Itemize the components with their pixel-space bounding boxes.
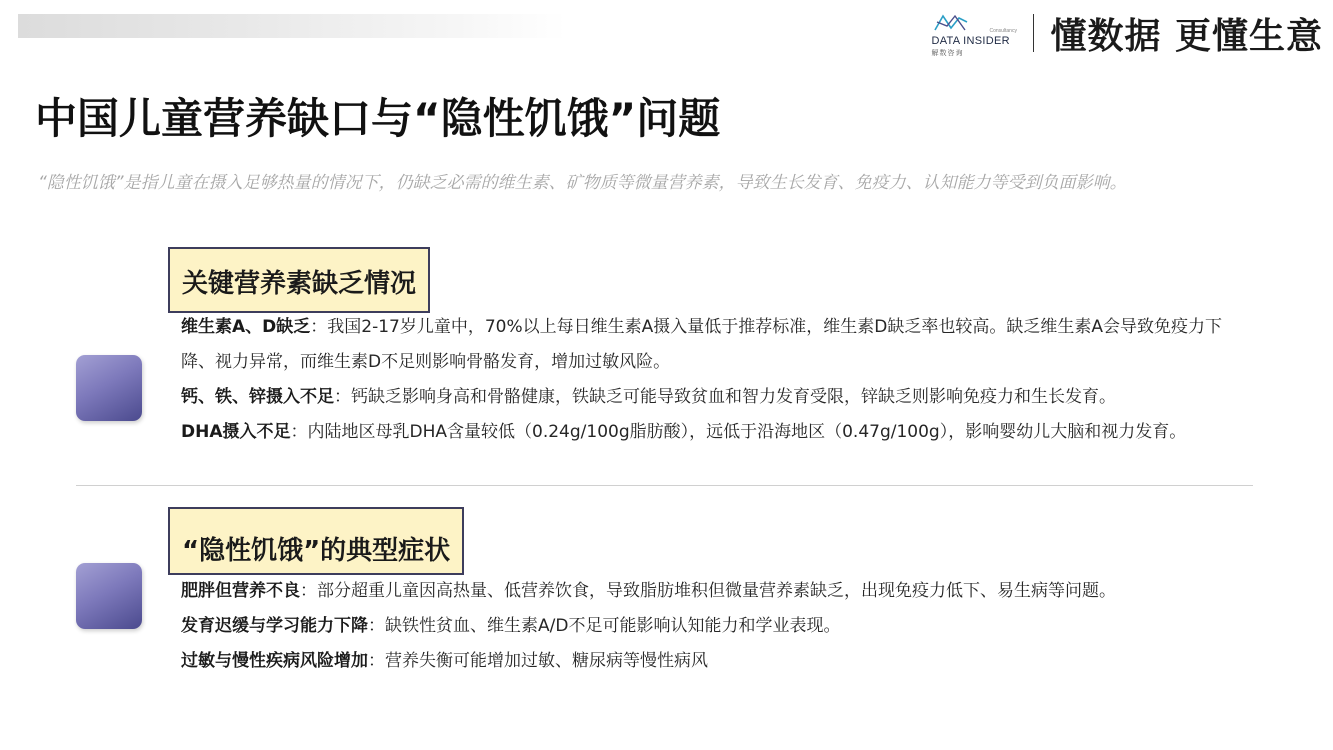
logo-mark-icon xyxy=(933,12,969,34)
section-1-item-2 xyxy=(181,380,1253,415)
item-term: 过敏与慢性疾病风险增加 xyxy=(181,651,368,671)
item-text: ：营养失衡可能增加过敏、糖尿病等慢性病风 xyxy=(368,651,708,671)
page-title: 中国儿童营养缺口与“隐性饥饿”问题 xyxy=(35,94,721,143)
item-term: 维生素A、D缺乏 xyxy=(181,317,311,337)
item-term: 发育迟缓与学习能力下降 xyxy=(181,616,368,636)
brand-slogan: 懂数据 更懂生意 xyxy=(1050,15,1323,57)
item-text: ：内陆地区母乳DHA含量较低（0.24g/100g脂肪酸），远低于沿海地区（0.47g/100g），影响婴幼儿大脑和视力发育。 xyxy=(290,422,1187,442)
item-text: ：我国2-17岁儿童中，70%以上每日维生素A摄入量低于推荐标准，维生素D缺乏率也较高。缺乏维生素A会导致免疫力下降、视力异常，而维生素D不足则影响骨骼发育，增加过敏风险。 xyxy=(181,317,1222,372)
data-insider-logo xyxy=(931,10,1017,56)
section-2-marker xyxy=(76,563,142,629)
item-term: 肥胖但营养不良 xyxy=(181,581,300,601)
logo-tag: Consultancy xyxy=(989,28,1017,34)
section-1-item-1 xyxy=(181,310,1253,380)
brand-header xyxy=(931,8,1323,58)
logo-chinese-name: 解数咨询 xyxy=(931,49,964,57)
item-text: ：钙缺乏影响身高和骨骼健康，铁缺乏可能导致贫血和智力发育受限，锌缺乏则影响免疫力和生长发育。 xyxy=(334,387,1116,407)
section-2-item-2 xyxy=(181,609,1281,644)
brand-divider xyxy=(1033,14,1034,52)
item-text: ：缺铁性贫血、维生素A/D不足可能影响认知能力和学业表现。 xyxy=(368,616,841,636)
section-divider xyxy=(76,485,1253,486)
item-term: DHA摄入不足 xyxy=(181,422,291,442)
section-1-body xyxy=(181,310,1253,450)
item-term: 钙、铁、锌摄入不足 xyxy=(181,387,334,407)
section-2-item-3 xyxy=(181,644,1281,679)
section-2-label: “隐性饥饿”的典型症状 xyxy=(168,507,464,575)
header-gradient-bar xyxy=(18,14,566,38)
section-2-item-1 xyxy=(181,574,1281,609)
logo-wordmark: DATA INSIDER xyxy=(931,35,1010,47)
section-1-marker xyxy=(76,355,142,421)
item-text: ：部分超重儿童因高热量、低营养饮食，导致脂肪堆积但微量营养素缺乏，出现免疫力低下、易生病等问题。 xyxy=(300,581,1116,601)
section-1-item-3 xyxy=(181,415,1253,450)
section-2-body xyxy=(181,574,1281,679)
section-1-label: 关键营养素缺乏情况 xyxy=(168,247,430,313)
page-subtitle: “隐性饥饿”是指儿童在摄入足够热量的情况下，仍缺乏必需的维生素、矿物质等微量营养素，导致生长发育、免疫力、认知能力等受到负面影响。 xyxy=(38,173,1127,193)
